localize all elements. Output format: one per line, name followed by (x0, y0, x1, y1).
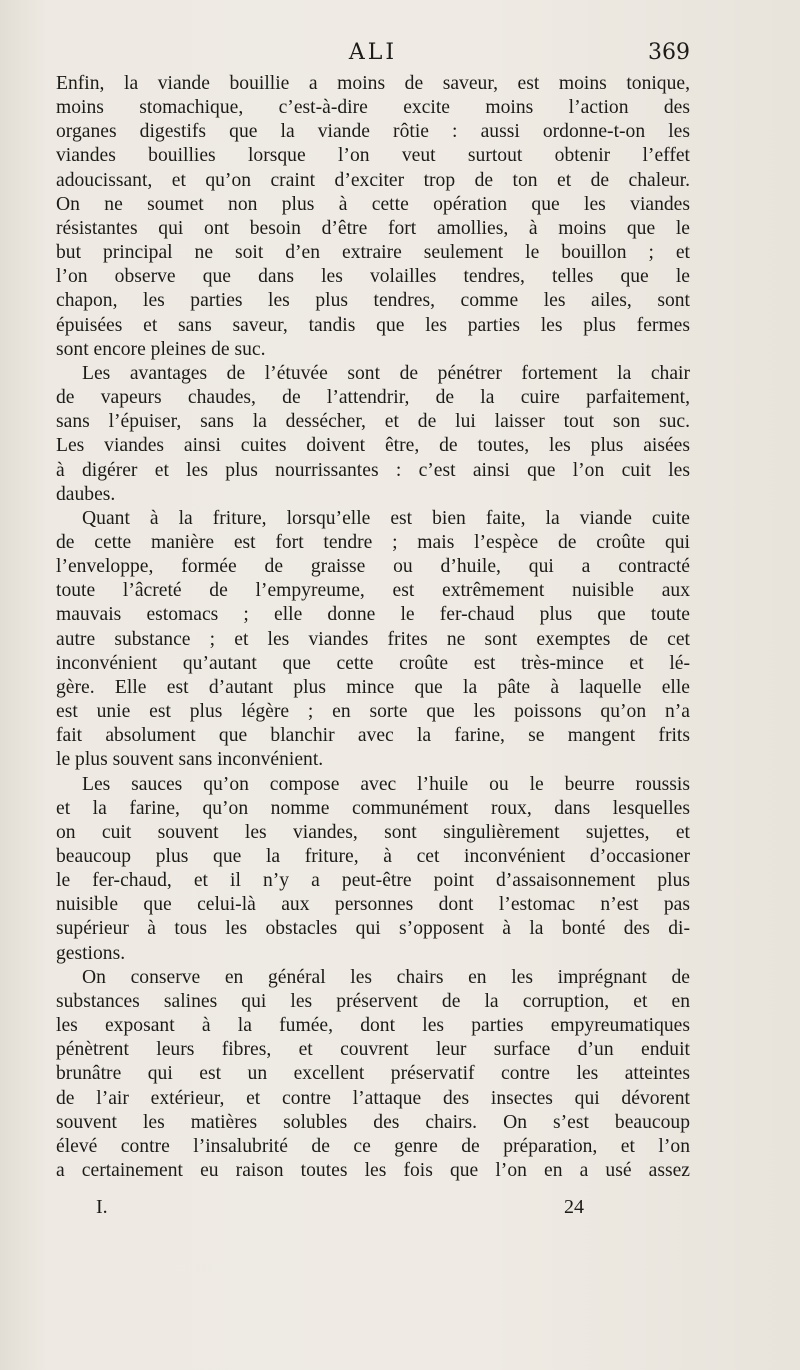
text-line: de cette manière est fort tendre ; mais l’espèce de croûte qui (56, 531, 690, 553)
text-line: brunâtre qui est un excellent préservatif contre les atteintes (56, 1063, 690, 1085)
text-line: souvent les matières solubles des chairs. On s’est beaucoup (56, 1111, 690, 1133)
text-line: de l’air extérieur, et contre l’attaque des insectes qui dévorent (56, 1087, 690, 1109)
text-line: Les sauces qu’on compose avec l’huile ou le beurre roussis (82, 773, 690, 795)
text-line: sans l’épuiser, sans la dessécher, et de lui laisser tout son suc. (56, 411, 690, 433)
text-line: à digérer et les plus nourrissantes : c’est ainsi que l’on cuit les (56, 459, 690, 481)
text-line: les exposant à la fumée, dont les parties empyreumatiques (56, 1015, 690, 1037)
text-line: organes digestifs que la viande rôtie : aussi ordonne-t-on les (56, 121, 690, 143)
text-line: gère. Elle est d’autant plus mince que la pâte à laquelle elle (56, 676, 690, 698)
text-line: Les viandes ainsi cuites doivent être, de toutes, les plus aisées (56, 435, 690, 457)
text-line: l’enveloppe, formée de graisse ou d’huile, qui a contracté (56, 556, 690, 578)
text-line: l’on observe que dans les volailles tendres, telles que le (56, 266, 690, 288)
gathering-signature: I. (96, 1196, 108, 1218)
signature-mark: 24 (564, 1196, 584, 1218)
page-footer (56, 1196, 690, 1222)
text-line: autre substance ; et les viandes frites ne sont exemptes de cet (56, 628, 690, 650)
text-line: a certainement eu raison toutes les fois que l’on en a usé assez (56, 1160, 690, 1182)
text-line: épuisées et sans saveur, tandis que les parties les plus fermes (56, 314, 690, 336)
page-header (56, 40, 690, 70)
text-line: chapon, les parties les plus tendres, comme les ailes, sont (56, 290, 690, 312)
page-number: 369 (648, 40, 690, 65)
text-line: supérieur à tous les obstacles qui s’opposent à la bonté des di- (56, 918, 690, 940)
text-line: On conserve en général les chairs en les imprégnant de (82, 966, 690, 988)
text-line: moins stomachique, c’est-à-dire excite moins l’action des (56, 97, 690, 119)
text-line: de vapeurs chaudes, de l’attendrir, de la cuire parfaitement, (56, 387, 690, 409)
text-line: pénètrent leurs fibres, et couvrent leur surface d’un enduit (56, 1039, 690, 1061)
text-line: résistantes qui ont besoin d’être fort amollies, à moins que le (56, 217, 690, 239)
text-line: toute l’âcreté de l’empyreume, est extrêmement nuisible aux (56, 580, 690, 602)
text-line: adoucissant, et qu’on craint d’exciter trop de ton et de chaleur. (56, 169, 690, 191)
text-line: beaucoup plus que la friture, à cet inconvénient d’occasioner (56, 846, 690, 867)
text-line: on cuit souvent les viandes, sont singulièrement sujettes, et (56, 821, 690, 843)
text-line: mauvais estomacs ; elle donne le fer-chaud plus que toute (56, 604, 690, 626)
text-line: le fer-chaud, et il n’y a peut-être point d’assaisonnement plus (56, 870, 690, 892)
text-line: substances salines qui les préservent de la corruption, et en (56, 990, 690, 1012)
text-line: est unie est plus légère ; en sorte que les poissons qu’on n’a (56, 701, 690, 723)
text-line: but principal ne soit d’en extraire seulement le bouillon ; et (56, 242, 690, 264)
body-text (56, 72, 690, 1183)
text-line: fait absolument que blanchir avec la farine, se mangent frits (56, 725, 690, 747)
text-line: élevé contre l’insalubrité de ce genre de préparation, et l’on (56, 1135, 690, 1157)
text-line: gestions. (56, 942, 126, 964)
text-line: et la farine, qu’on nomme communément roux, dans lesquelles (56, 797, 690, 819)
text-line: viandes bouillies lorsque l’on veut surtout obtenir l’effet (56, 145, 690, 167)
text-line: sont encore pleines de suc. (56, 338, 266, 360)
running-head: ALI (348, 40, 398, 65)
text-line: le plus souvent sans inconvénient. (56, 749, 324, 771)
text-line: Les avantages de l’étuvée sont de pénétrer fortement la chair (82, 362, 690, 384)
text-line: Quant à la friture, lorsqu’elle est bien faite, la viande cuite (82, 507, 690, 529)
text-line: Enfin, la viande bouillie a moins de saveur, est moins tonique, (56, 73, 690, 94)
text-line: On ne soumet non plus à cette opération que les viandes (56, 193, 690, 215)
text-line: nuisible que celui-là aux personnes dont l’estomac n’est pas (56, 894, 690, 916)
text-line: daubes. (56, 483, 116, 505)
text-line: inconvénient qu’autant que cette croûte est très-mince et lé- (56, 652, 690, 674)
